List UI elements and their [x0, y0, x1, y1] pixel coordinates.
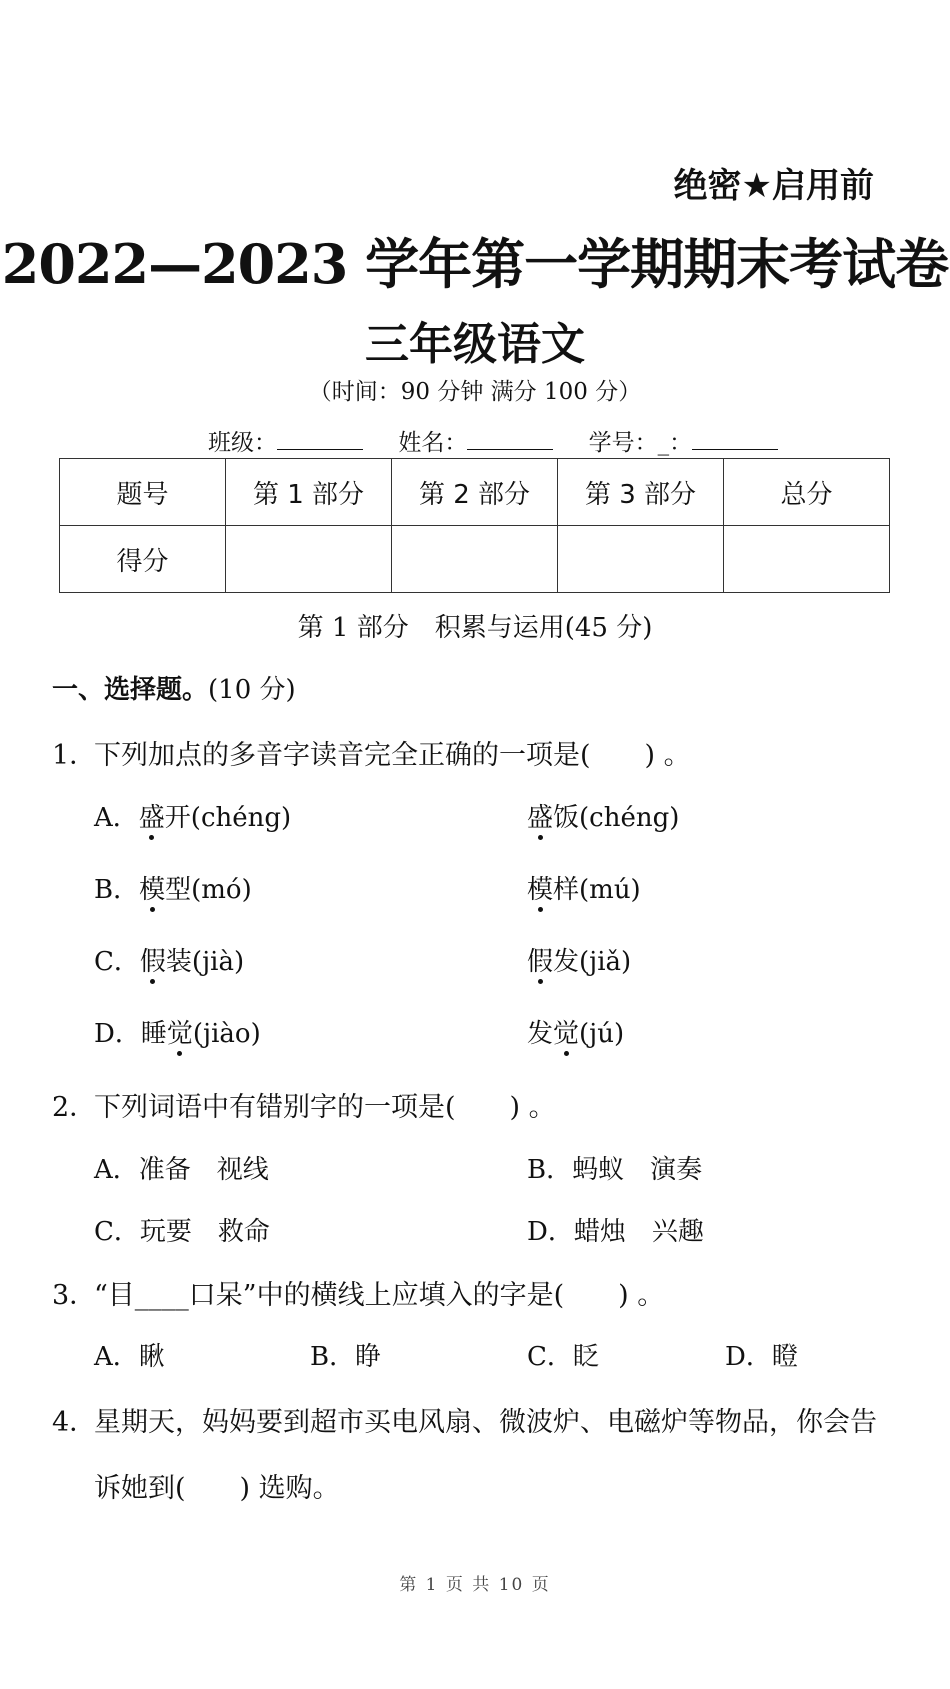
score-header-cell: 总分	[724, 459, 890, 526]
option-label: C．	[94, 947, 140, 977]
question-3	[52, 1273, 664, 1312]
option-text: 装(jià)	[165, 947, 245, 977]
score-cell[interactable]	[226, 526, 392, 593]
section-title-text: 一、选择题。	[52, 675, 209, 705]
q1-option-a-left[interactable]	[94, 797, 291, 834]
section-title	[52, 669, 296, 706]
score-header-cell: 题号	[60, 459, 226, 526]
dotted-char: 模	[139, 869, 165, 906]
score-cell[interactable]	[724, 526, 890, 593]
question-number: 3．	[52, 1280, 97, 1311]
question-text: 星期天，妈妈要到超市买电风扇、微波炉、电磁炉等物品，你会告	[94, 1407, 877, 1438]
score-header-cell: 第 1 部分	[226, 459, 392, 526]
q1-option-c-left[interactable]	[94, 941, 244, 978]
option-text: 发(jiǎ)	[553, 947, 632, 977]
q2-option-c[interactable]: C．玩要 救命	[94, 1217, 270, 1247]
q1-option-a-right	[527, 797, 679, 834]
q1-option-c-right	[527, 941, 631, 978]
dotted-char: 假	[527, 941, 553, 978]
q2-option-b[interactable]: B．蚂蚁 演奏	[527, 1155, 703, 1185]
exam-subtitle: 三年级语文	[365, 319, 585, 370]
option-label: A．	[94, 803, 139, 833]
q1-option-d-right	[527, 1013, 624, 1050]
question-text: 下列加点的多音字读音完全正确的一项是( ) 。	[94, 740, 691, 771]
option-text: 睡	[140, 1019, 167, 1049]
q1-option-d-left[interactable]	[94, 1013, 261, 1050]
question-number: 4．	[52, 1407, 97, 1438]
question-number: 2．	[52, 1092, 97, 1123]
q2-option-d[interactable]: D．蜡烛 兴趣	[527, 1217, 704, 1247]
dotted-char: 觉	[167, 1013, 193, 1050]
option-label: D．	[94, 1019, 141, 1049]
question-text: “目____口呆”中的横线上应填入的字是( ) 。	[94, 1280, 665, 1311]
option-text: (jú)	[579, 1019, 625, 1049]
score-cell[interactable]	[558, 526, 724, 593]
question-number: 1．	[52, 740, 97, 771]
option-text: 型(mó)	[165, 875, 252, 905]
q3-option-a[interactable]: A．瞅	[94, 1342, 165, 1372]
page-footer: 第 1 页 共 10 页	[399, 1575, 551, 1595]
name-label: 姓名：	[398, 430, 468, 456]
score-table-header-row	[60, 459, 890, 526]
dotted-char: 觉	[553, 1013, 579, 1050]
dotted-char: 模	[527, 869, 553, 906]
option-text: 样(mú)	[553, 875, 641, 905]
option-text: (jiào)	[192, 1019, 261, 1049]
student-info	[208, 424, 806, 457]
score-header-cell: 第 3 部分	[558, 459, 724, 526]
q3-option-c[interactable]: C．眨	[527, 1342, 599, 1372]
question-4	[52, 1400, 877, 1439]
dotted-char: 盛	[139, 797, 165, 834]
score-row-label: 得分	[60, 526, 226, 593]
part-title: 第 1 部分 积累与运用(45 分)	[297, 613, 653, 643]
question-text: 下列词语中有错别字的一项是( ) 。	[94, 1092, 556, 1123]
name-blank[interactable]	[467, 431, 553, 450]
dotted-char: 假	[140, 941, 166, 978]
secret-mark: 绝密★启用前	[673, 166, 874, 206]
exam-title: 2022—2023 学年第一学期期末考试卷	[1, 232, 949, 296]
section-points: (10 分)	[208, 675, 296, 705]
question-2	[52, 1085, 556, 1124]
score-table	[59, 458, 890, 593]
score-cell[interactable]	[392, 526, 558, 593]
score-table-score-row	[60, 526, 890, 593]
dotted-char: 盛	[527, 797, 553, 834]
q1-option-b-right	[527, 869, 641, 906]
question-4-continued: 诉她到( ) 选购。	[94, 1473, 340, 1504]
class-label: 班级：	[208, 430, 277, 456]
q3-option-b[interactable]: B．睁	[310, 1342, 382, 1372]
option-text: 发	[527, 1019, 554, 1049]
option-label: B．	[94, 875, 140, 905]
q2-option-a[interactable]: A．准备 视线	[94, 1155, 269, 1185]
exam-meta: （时间：90 分钟 满分 100 分）	[308, 379, 642, 405]
id-label: 学号：_：	[588, 430, 693, 456]
q3-option-d[interactable]: D．瞪	[725, 1342, 798, 1372]
score-header-cell: 第 2 部分	[392, 459, 558, 526]
id-blank[interactable]	[692, 431, 778, 450]
q1-option-b-left[interactable]	[94, 869, 252, 906]
question-1	[52, 733, 691, 772]
class-blank[interactable]	[277, 431, 363, 450]
option-text: 饭(chéng)	[553, 803, 680, 833]
option-text: 开(chéng)	[164, 803, 292, 833]
